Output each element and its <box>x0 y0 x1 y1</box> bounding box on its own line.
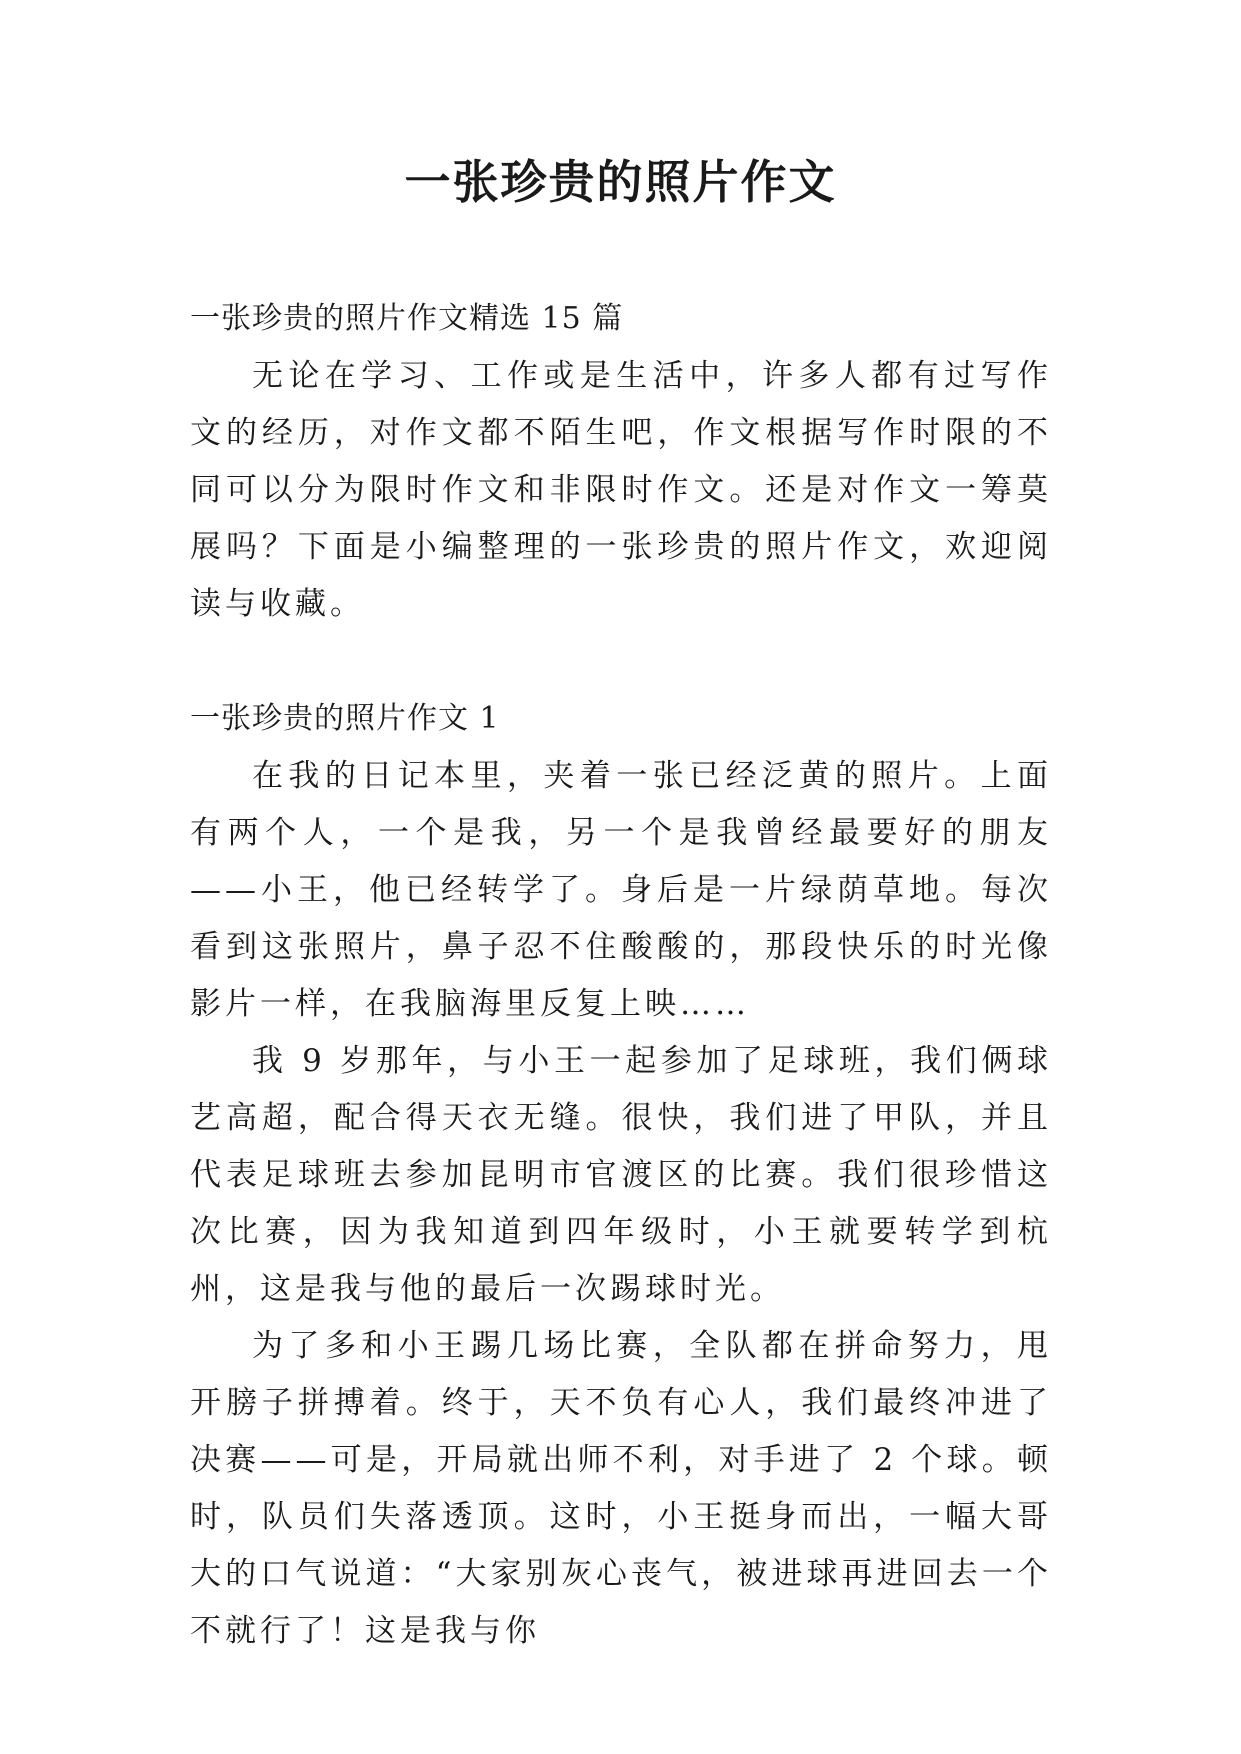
essay-paragraph-2: 我 9 岁那年，与小王一起参加了足球班，我们俩球艺高超，配合得天衣无缝。很快，我们进了甲队，并且代表足球班去参加昆明市官渡区的比赛。我们很珍惜这次比赛，因为我知道到四年级时，小王就要转学到杭州，这是我与他的最后一次踢球时光。 <box>190 1043 1052 1307</box>
essay-paragraph-3: 为了多和小王踢几场比赛，全队都在拼命努力，甩开膀子拼搏着。终于，天不负有心人，我们最终冲进了决赛——可是，开局就出师不利，对手进了 2 个球。顿时，队员们失落透顶。这时，小王挺身而出，一幅大哥大的口气说道：“大家别灰心丧气，被进球再进回去一个不就行了！这是我与你 <box>190 1328 1052 1649</box>
essay-heading: 一张珍贵的照片作文 1 <box>190 701 500 736</box>
essay-paragraph-1: 在我的日记本里，夹着一张已经泛黄的照片。上面有两个人，一个是我，另一个是我曾经最要好的朋友——小王，他已经转学了。身后是一片绿荫草地。每次看到这张照片，鼻子忍不住酸酸的，那段快乐的时光像影片一样，在我脑海里反复上映…… <box>190 758 1052 1022</box>
document-title: 一张珍贵的照片作文 <box>404 155 837 209</box>
document-body <box>190 290 1052 1660</box>
intro-heading: 一张珍贵的照片作文精选 15 篇 <box>190 301 624 336</box>
intro-paragraph: 无论在学习、工作或是生活中，许多人都有过写作文的经历，对作文都不陌生吧，作文根据写作时限的不同可以分为限时作文和非限时作文。还是对作文一筹莫展吗？下面是小编整理的一张珍贵的照片作文，欢迎阅读与收藏。 <box>190 358 1052 622</box>
section-spacer <box>190 633 1052 690</box>
